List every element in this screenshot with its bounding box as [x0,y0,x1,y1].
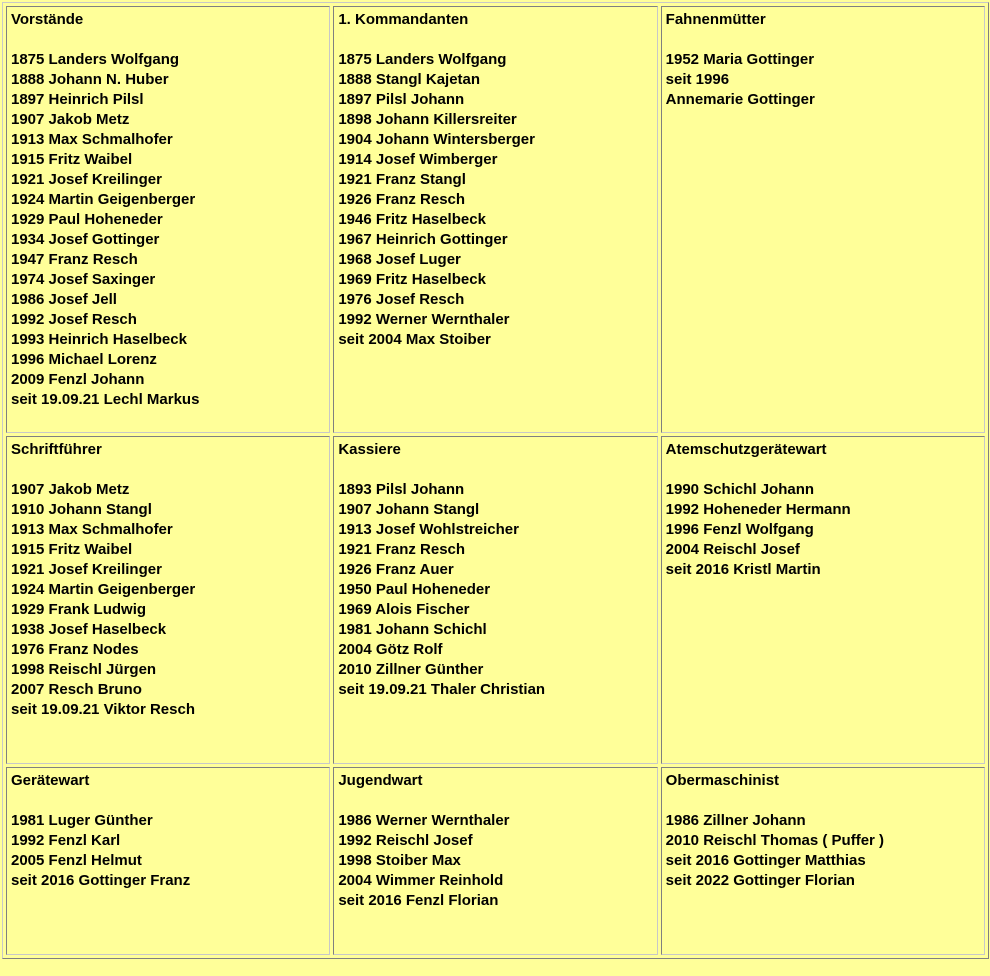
section-title: Fahnenmütter [665,11,766,28]
list-item: 1986 Zillner Johann [665,812,806,829]
section-title: 1. Kommandanten [338,11,469,28]
list-item: 1986 Josef Jell [11,291,117,308]
list-item: seit 2016 Kristl Martin [665,561,821,578]
list-item: 1992 Fenzl Karl [11,832,121,849]
list-item: 1921 Josef Kreilinger [11,171,162,188]
list-item: 1993 Heinrich Haselbeck [11,331,187,348]
list-item: 1938 Josef Haselbeck [11,621,167,638]
list-item: seit 1996 [665,71,730,88]
list-item: 1898 Johann Killersreiter [338,111,517,128]
list-item: seit 2016 Fenzl Florian [338,892,499,909]
list-item: 1907 Jakob Metz [11,481,130,498]
list-item: 1981 Johann Schichl [338,621,487,638]
list-item: 1875 Landers Wolfgang [338,51,507,68]
list-item: 2005 Fenzl Helmut [11,852,142,869]
table-row [6,6,985,433]
list-item: seit 19.09.21 Lechl Markus [11,391,200,408]
list-item: seit 2016 Gottinger Matthias [665,852,866,869]
section-cell-kommandanten [333,6,657,433]
section-cell-schriftfuehrer [6,436,330,764]
list-item: 1986 Werner Wernthaler [338,812,510,829]
list-item: 2009 Fenzl Johann [11,371,145,388]
list-item: 1914 Josef Wimberger [338,151,498,168]
section-cell-jugendwart [333,767,657,955]
list-item: 1976 Josef Resch [338,291,465,308]
list-item: 1913 Josef Wohlstreicher [338,521,519,538]
section-cell-atemschutzgeraetewart [661,436,985,764]
section-cell-geraetewart [6,767,330,955]
list-item: 1976 Franz Nodes [11,641,139,658]
list-item: 1907 Johann Stangl [338,501,480,518]
list-item: 1996 Michael Lorenz [11,351,157,368]
section-cell-fahnenmuetter [661,6,985,433]
list-item: 1934 Josef Gottinger [11,231,160,248]
list-item: 1888 Johann N. Huber [11,71,169,88]
list-item: Annemarie Gottinger [665,91,815,108]
list-item: 1924 Martin Geigenberger [11,581,196,598]
list-item: 1875 Landers Wolfgang [11,51,180,68]
list-item: 2007 Resch Bruno [11,681,142,698]
list-item: 1929 Paul Hoheneder [11,211,163,228]
list-item: 1998 Stoiber Max [338,852,461,869]
list-item: 2004 Reischl Josef [665,541,800,558]
list-item: seit 2022 Gottinger Florian [665,872,855,889]
list-item: 1998 Reischl Jürgen [11,661,157,678]
list-item: 1924 Martin Geigenberger [11,191,196,208]
section-title: Jugendwart [338,772,423,789]
list-item: 1981 Luger Günther [11,812,153,829]
list-item: 1929 Frank Ludwig [11,601,147,618]
list-item: 1992 Hoheneder Hermann [665,501,851,518]
list-item: 2004 Wimmer Reinhold [338,872,504,889]
list-item: 1996 Fenzl Wolfgang [665,521,814,538]
table-row [6,767,985,955]
section-title: Atemschutzgerätewart [665,441,827,458]
list-item: 1974 Josef Saxinger [11,271,156,288]
list-item: seit 19.09.21 Viktor Resch [11,701,195,718]
officers-table [2,2,989,959]
list-item: 1910 Johann Stangl [11,501,152,518]
list-item: 2004 Götz Rolf [338,641,443,658]
list-item: 1904 Johann Wintersberger [338,131,535,148]
list-item: 1897 Heinrich Pilsl [11,91,144,108]
list-item: 1921 Franz Resch [338,541,466,558]
list-item: 1990 Schichl Johann [665,481,815,498]
list-item: seit 2016 Gottinger Franz [11,872,191,889]
list-item: 1921 Franz Stangl [338,171,466,188]
list-item: 1915 Fritz Waibel [11,541,133,558]
section-title: Obermaschinist [665,772,780,789]
list-item: 1913 Max Schmalhofer [11,131,173,148]
list-item: 1992 Reischl Josef [338,832,473,849]
list-item: 1950 Paul Hoheneder [338,581,491,598]
list-item: 1913 Max Schmalhofer [11,521,173,538]
section-cell-obermaschinist [661,767,985,955]
list-item: 1947 Franz Resch [11,251,138,268]
list-item: 1969 Alois Fischer [338,601,470,618]
list-item: seit 2004 Max Stoiber [338,331,491,348]
list-item: 1968 Josef Luger [338,251,461,268]
section-title: Vorstände [11,11,84,28]
list-item: 1967 Heinrich Gottinger [338,231,508,248]
list-item: 1926 Franz Auer [338,561,454,578]
list-item: 1893 Pilsl Johann [338,481,465,498]
list-item: 1915 Fritz Waibel [11,151,133,168]
list-item: 1907 Jakob Metz [11,111,130,128]
list-item: 2010 Reischl Thomas ( Puffer ) [665,832,885,849]
list-item: 1946 Fritz Haselbeck [338,211,486,228]
list-item: 1992 Josef Resch [11,311,137,328]
list-item: 1888 Stangl Kajetan [338,71,481,88]
section-title: Kassiere [338,441,401,458]
section-title: Gerätewart [11,772,90,789]
section-cell-vorstaende [6,6,330,433]
list-item: 1921 Josef Kreilinger [11,561,162,578]
list-item: 1926 Franz Resch [338,191,466,208]
list-item: 1969 Fritz Haselbeck [338,271,486,288]
list-item: 1952 Maria Gottinger [665,51,815,68]
list-item: seit 19.09.21 Thaler Christian [338,681,546,698]
section-cell-kassiere [333,436,657,764]
table-row [6,436,985,764]
list-item: 1897 Pilsl Johann [338,91,465,108]
list-item: 2010 Zillner Günther [338,661,484,678]
section-title: Schriftführer [11,441,102,458]
list-item: 1992 Werner Wernthaler [338,311,510,328]
